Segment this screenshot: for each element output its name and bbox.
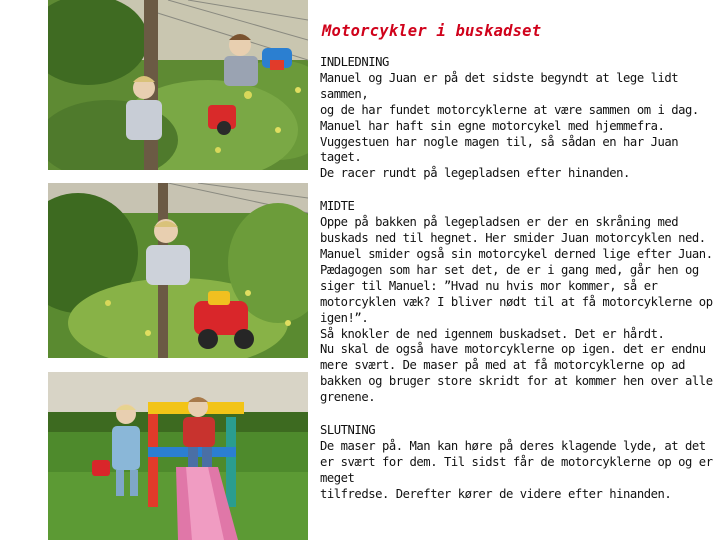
paragraph-line: Manuel smider også sin motorcykel derned lige efter Juan. — [320, 246, 713, 261]
paragraph-line: og de har fundet motorcyklerne at være sammen om i dag. — [320, 102, 699, 117]
paragraph-line: Oppe på bakken på legepladsen er der en skråning med buskads ned til hegnet. Her smider Juan motorcyklen ned. — [320, 215, 706, 246]
section-heading: INDLEDNING — [320, 55, 389, 69]
section-heading: SLUTNING — [320, 423, 376, 438]
photo-children-on-slide-image — [48, 372, 308, 540]
photo-boys-in-bushes — [48, 0, 308, 170]
page-title: Motorcykler i buskadset — [322, 22, 542, 40]
photo-boy-with-motorcycle-image — [48, 183, 308, 358]
section-midte — [320, 199, 716, 406]
photo-boy-with-motorcycle — [48, 183, 308, 358]
paragraph-line: Pædagogen som har set det, de er i gang med, går hen og siger til Manuel: ”Hvad nu hvis mor kommer, så er motorcyklen væk? I bliver nødt til at få motorcyklerne op igen!”. — [320, 262, 713, 325]
paragraph-line: tilfredse. Derefter kører de videre efter hinanden. — [320, 486, 672, 501]
paragraph-line: Så knokler de ned igennem buskadset. Det er hårdt. — [320, 326, 665, 341]
paragraph-line: Vuggestuen har nogle magen til, så sådan en har Juan taget. — [320, 134, 679, 165]
paragraph-line: De maser på. Man kan høre på deres klagende lyde, at det er svært for dem. Til sidst får de motorcyklerne op og er meget — [320, 438, 713, 485]
section-heading: MIDTE — [320, 199, 355, 214]
section-indledning — [320, 55, 716, 182]
paragraph-line: Manuel og Juan er på det sidste begyndt at lege lidt sammen, — [320, 70, 679, 101]
section-slutning — [320, 423, 716, 503]
paragraph-line: Nu skal de også have motorcyklerne op igen. det er endnu mere svært. De maser på med at få motorcyklerne op ad bakken og bruger store skridt for at kommer hen over alle grenene. — [320, 342, 713, 405]
photo-boys-in-bushes-image — [48, 0, 308, 170]
photo-children-on-slide — [48, 372, 308, 540]
paragraph-line: De racer rundt på legepladsen efter hinanden. — [320, 166, 630, 181]
paragraph-line: Manuel har haft sin egne motorcykel med hjemmefra. — [320, 118, 665, 133]
story-text-column — [320, 22, 716, 520]
